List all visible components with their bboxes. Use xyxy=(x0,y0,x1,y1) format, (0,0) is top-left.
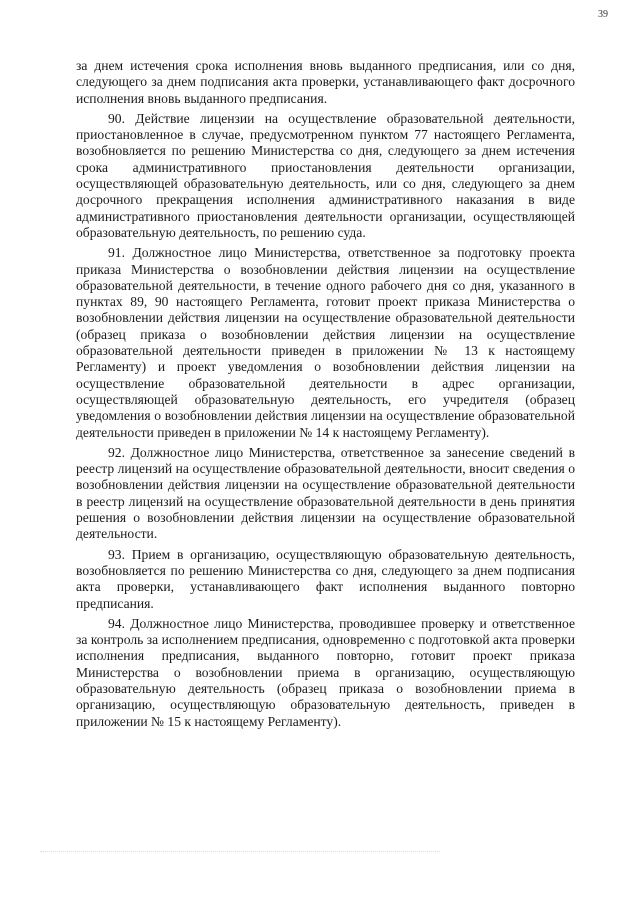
page-number: 39 xyxy=(598,9,608,20)
paragraph-93: 93. Прием в организацию, осуществляющую образовательную деятельность, возобновляется по решению Министерства со дня, следующего за днем подписания акта проверки, устанавливающего факт исполнения выданного повторно предписания. xyxy=(76,546,575,611)
paragraph-91: 91. Должностное лицо Министерства, ответственное за подготовку проекта приказа Министерства о возобновлении действия лицензии на осуществление образовательной деятельности, в течение одного рабочего дня со дня, указанного в пунктах 89, 90 настоящего Регламента, готовит проект приказа Министерства о возобновлении действия лицензии на осуществление образовательной деятельности (образец приказа о возобновлении действия лицензии на осуществление образовательной деятельности приведен в приложении № 13 к настоящему Регламенту) и проект уведомления о возобновлении действия лицензии на осуществление образовательной деятельности в адрес организации, осуществляющей образовательную деятельность, его учредителя (образец уведомления о возобновлении действия лицензии на осуществление образовательной деятельности приведен в приложении № 14 к настоящему Регламенту). xyxy=(76,245,575,440)
document-body xyxy=(76,58,575,734)
scan-artifact-line xyxy=(40,851,440,856)
paragraph-92: 92. Должностное лицо Министерства, ответственное за занесение сведений в реестр лицензий на осуществление образовательной деятельности, вносит сведения о возобновлении действия лицензии на осуществление образовательной деятельности в реестр лицензий на осуществление образовательной деятельности в день принятия решения о возобновлении действия лицензии на осуществление образовательной деятельности. xyxy=(76,444,575,542)
paragraph-94: 94. Должностное лицо Министерства, проводившее проверку и ответственное за контроль за исполнением предписания, одновременно с подготовкой акта проверки исполнения предписания, выданного повторно, готовит проект приказа Министерства о возобновлении приема в организацию, осуществляющую образовательную деятельность (образец приказа о возобновлении приема в организацию, осуществляющую образовательную деятельность, приведен в приложении № 15 к настоящему Регламенту). xyxy=(76,615,575,729)
paragraph-continuation: за днем истечения срока исполнения вновь выданного предписания, или со дня, следующего за днем подписания акта проверки, устанавливающего факт досрочного исполнения вновь выданного предписания. xyxy=(76,58,575,106)
paragraph-90: 90. Действие лицензии на осуществление образовательной деятельности, приостановленное в случае, предусмотренном пунктом 77 настоящего Регламента, возобновляется по решению Министерства со дня, следующего за днем истечения срока административного приостановления деятельности организации, осуществляющей образовательную деятельность, или со дня, следующего за днем досрочного прекращения исполнения административного наказания в виде административного приостановления деятельности организации, осуществляющей образовательную деятельность, по решению суда. xyxy=(76,110,575,240)
